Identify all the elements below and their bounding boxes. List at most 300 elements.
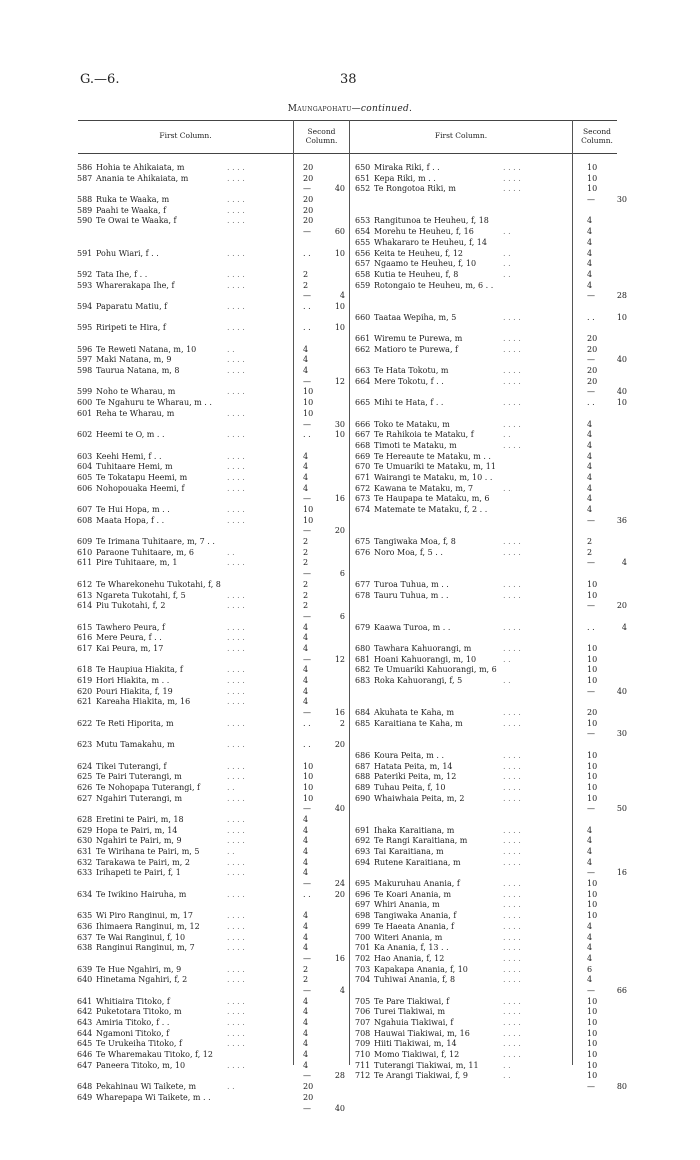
entry-name: Makuruhau Anania, f [374,879,460,889]
entry-number: 670 [355,462,371,472]
entry-name: Te Rahikoia te Mataku, f [374,430,474,440]
table-row [355,313,631,324]
leader-dots: . . . . [227,665,245,675]
subtotal-value: 30 [616,195,627,205]
leader-dots: . . . . [503,344,521,354]
second-column-value: 4 [587,857,593,867]
table-row [355,890,631,901]
table-row [355,1007,631,1018]
leader-dots: . . . . [503,879,521,889]
entry-name: Te Wirihana te Pairi, m, 5 [96,847,200,856]
leader-dots: . . . . [227,355,245,365]
entry-name: Reha te Wharau, m [96,408,175,418]
entry-number: 642 [77,1007,93,1017]
leader-dots: . . . . [227,248,245,258]
leader-dots: . . . . [503,173,521,183]
entry-name: Heemi te O, m . . [96,430,165,440]
entry-number: 656 [355,248,371,258]
table-row [77,216,349,227]
leader-dots: . . . . [503,590,521,600]
table-row [355,238,631,249]
leader-dots: . . . . [227,676,245,685]
leader-dots: . . . . [227,366,245,376]
table-row [77,933,349,944]
table-row [77,762,349,773]
entry-name: Akuhata te Kaha, m [374,708,455,718]
entry-number: 595 [77,323,93,333]
entry-name: Pire Tuhitaare, m, 1 [96,558,178,568]
table-row [355,847,631,858]
subtotal-value: 30 [334,419,345,429]
second-column-value: 20 [303,173,314,183]
left-second-column-heading [294,127,349,145]
second-column-value: . . [303,301,311,311]
entry-number: 687 [355,761,371,771]
second-column-value: 10 [303,515,314,525]
entry-number: 695 [355,879,371,889]
entry-number: 710 [355,1050,371,1060]
entry-number: 609 [77,537,93,547]
entry-name: Te Wharemakau Titoko, f, 12 [96,1050,213,1060]
leader-dots: . . . . [503,932,521,942]
second-column-value: 6 [587,964,593,974]
table-row [355,227,631,238]
entry-name: Te Haupiua Hiakita, f [96,665,183,675]
second-column-value: — [303,654,311,664]
entry-number: 618 [77,665,93,675]
leader-dots: . . . . [503,579,521,589]
entry-name: Koura Peita, m . . [374,750,445,760]
table-row [355,858,631,869]
second-column-value: 10 [587,879,598,889]
leader-dots: . . [227,782,235,792]
entry-name: Turei Tiakiwai, m [374,1007,446,1017]
leader-dots: . . . . [227,633,245,643]
entry-name: Te Haupapa te Mataku, m, 6 [374,494,490,504]
entry-name: Te Irimana Tuhitaare, m, 7 . . [96,537,215,547]
second-column-value: 10 [303,782,314,792]
second-column-value: 10 [587,911,598,921]
entry-number: 604 [77,462,93,472]
entry-name: Ngahiri te Pairi, m, 9 [96,836,182,846]
second-column-value: 2 [303,601,309,611]
entry-number: 589 [77,205,93,215]
section-title [0,104,700,114]
second-column-value: 4 [303,996,309,1006]
subtotal-row [355,687,631,698]
table-row [77,1039,349,1050]
leader-dots: . . . . [227,1060,245,1070]
table-row [355,826,631,837]
second-column-value: . . [303,248,311,258]
second-column-value: 10 [587,782,598,792]
spacer-row [355,409,631,420]
entry-number: 652 [355,184,371,194]
subtotal-value: 20 [334,889,345,899]
entry-name: Amiria Titoko, f . . [96,1018,170,1027]
entry-name: Te Owai te Waaka, f [96,216,177,226]
subtotal-value: 16 [334,953,345,963]
second-column-value: 10 [587,761,598,771]
table-row [77,1050,349,1061]
leader-dots: . . . . [227,590,245,600]
entry-name: Rangitunoa te Heuheu, f, 18 [374,216,489,226]
second-column-value: 10 [587,676,598,685]
second-column-value: 4 [587,216,593,226]
leader-dots: . . . . [503,708,521,718]
subtotal-value: 4 [621,558,627,568]
leader-dots: . . [503,430,511,440]
leader-dots: . . . . [227,505,245,514]
table-row [77,270,349,281]
second-column-value: 10 [587,750,598,760]
entry-name: Ihaka Karaitiana, m [374,825,455,835]
second-column-value: — [587,601,595,611]
leader-dots: . . . . [503,718,521,728]
subtotal-row [355,387,631,398]
second-column-value: . . [587,622,595,632]
entry-number: 688 [355,772,371,782]
subtotal-value: 28 [616,291,627,301]
leader-dots: . . . . [503,334,521,343]
subtotal-value: 50 [616,804,627,814]
entry-name: Taurua Natana, m, 8 [96,366,180,376]
spacer-row [355,612,631,623]
entry-name: Ihimaera Ranginui, m, 12 [96,921,200,931]
entry-number: 624 [77,761,93,771]
leader-dots: . . . . [227,216,245,226]
entry-number: 675 [355,537,371,547]
second-column-value: 4 [587,953,593,963]
entry-name: Wairangi te Mataku, m, 10 . . [374,472,493,482]
entry-name: Piu Tukotahi, f, 2 [96,601,166,611]
page-number: 38 [340,72,357,87]
entry-name: Paraone Tuhitaare, m, 6 [96,547,194,557]
table-row [77,890,349,901]
subtotal-row [355,868,631,879]
second-column-value: 20 [303,216,314,226]
entry-number: 673 [355,494,371,504]
second-column-value: — [303,708,311,718]
subtotal-value: 6 [339,569,345,579]
table-row [355,174,631,185]
table-row [77,644,349,655]
second-column-value: . . [303,323,311,333]
second-column-value: 4 [303,483,309,493]
entry-name: Wharerakapa Ihe, f [96,280,175,290]
spacer-row [355,633,631,644]
subtotal-value: 16 [334,708,345,718]
table-row [355,452,631,463]
second-column-value: 2 [303,280,309,290]
entry-name: Riripeti te Hira, f [96,323,166,333]
entry-name: Kaawa Turoa, m . . [374,622,451,632]
table-row [355,281,631,292]
table-row [77,601,349,612]
entry-number: 703 [355,964,371,974]
second-column-value: — [587,1082,595,1092]
second-column-value: — [303,985,311,995]
spacer-row [355,697,631,708]
subtotal-row [355,516,631,527]
second-column-value: 4 [303,451,309,461]
table-row [77,462,349,473]
entry-number: 641 [77,996,93,1006]
leader-dots: . . . . [227,1007,245,1017]
entry-name: Te Umuariki Kahuorangi, m, 6 [374,665,497,675]
spacer-row [77,313,349,324]
subtotal-row [77,184,349,195]
second-column-value: . . [303,889,311,899]
leader-dots: . . . . [227,686,245,696]
right-entry-column [355,163,631,1093]
entry-number: 679 [355,622,371,632]
leader-dots: . . . . [503,622,521,632]
second-column-value: — [587,387,595,397]
subtotal-value: 4 [621,622,627,632]
entry-number: 640 [77,975,93,985]
table-row [77,484,349,495]
leader-dots: . . . . [503,847,521,856]
subtotal-value: 36 [616,515,627,525]
leader-dots: . . . . [503,772,521,782]
entry-name: Te Umuariki te Mataku, m, 11 [374,462,496,472]
table-row [355,580,631,591]
entry-number: 691 [355,825,371,835]
leader-dots: . . . . [503,1039,521,1049]
second-column-value: 4 [303,921,309,931]
subtotal-value: 28 [334,1071,345,1081]
leader-dots: . . . . [227,323,245,333]
subtotal-row [77,879,349,890]
second-column-value: 4 [303,868,309,878]
table-row [77,323,349,334]
table-row [77,943,349,954]
entry-name: Hinetama Ngahiri, f, 2 [96,975,188,985]
entry-name: Eretini te Pairi, m, 18 [96,814,184,824]
second-column-value: 4 [303,665,309,675]
second-column-value: 10 [303,793,314,803]
leader-dots: . . . . [227,430,245,440]
second-column-value: — [303,1071,311,1081]
entry-name: Pouri Hiakita, f, 19 [96,686,173,696]
leader-dots: . . . . [227,408,245,418]
subtotal-value: 80 [616,1082,627,1092]
leader-dots: . . . . [227,793,245,803]
table-row [77,858,349,869]
entry-number: 672 [355,483,371,493]
table-row [77,794,349,805]
table-row [355,655,631,666]
second-column-value: 10 [587,718,598,728]
subtotal-value: 4 [339,291,345,301]
table-row [77,366,349,377]
entry-name: Hauwai Tiakiwai, m, 16 [374,1028,470,1038]
table-row [77,836,349,847]
second-column-value: 20 [587,376,598,386]
entry-name: Hatata Peita, m, 14 [374,761,453,771]
subtotal-value: 20 [334,740,345,750]
second-column-value: 20 [587,708,598,718]
second-column-value: 4 [587,462,593,472]
second-column-value: — [303,291,311,301]
second-column-value: 4 [587,430,593,440]
entry-number: 702 [355,953,371,963]
second-column-value: 2 [303,558,309,568]
table-row [355,1039,631,1050]
entry-number: 639 [77,964,93,974]
table-row [355,270,631,281]
second-column-value: 4 [303,911,309,921]
entry-name: Whiri Anania, m [374,900,440,910]
table-row [355,441,631,452]
table-row [355,484,631,495]
subtotal-row [355,355,631,366]
subtotal-row [77,494,349,505]
entry-name: Puketotara Titoko, m [96,1007,182,1017]
spacer-row [77,900,349,911]
leader-dots: . . . . [503,376,521,386]
entry-number: 614 [77,601,93,611]
subtotal-row [77,708,349,719]
second-column-value: 2 [587,547,593,557]
entry-number: 705 [355,996,371,1006]
table-row [77,868,349,879]
table-row [77,355,349,366]
left-second-column-heading-line2: Column. [305,136,338,145]
entry-number: 635 [77,911,93,921]
second-column-value: — [303,419,311,429]
entry-name: Noho te Wharau, m [96,387,176,397]
leader-dots: . . . . [227,280,245,290]
entry-name: Ngahuia Tiakiwai, f [374,1018,454,1027]
entry-number: 689 [355,782,371,792]
second-column-value: — [587,355,595,365]
second-column-value: 4 [587,494,593,504]
table-row [77,398,349,409]
entry-number: 697 [355,900,371,910]
entry-name: Nohopouaka Heemi, f [96,483,185,493]
leader-dots: . . . . [503,975,521,985]
entry-number: 623 [77,740,93,750]
second-column-value: 4 [303,857,309,867]
second-column-value: 4 [587,932,593,942]
entry-name: Momo Tiakiwai, f, 12 [374,1050,460,1060]
table-row [355,719,631,730]
leader-dots: . . . . [227,836,245,846]
entry-number: 586 [77,163,93,172]
subtotal-value: 10 [334,323,345,333]
second-column-value: — [587,985,595,995]
table-row [77,922,349,933]
entry-number: 645 [77,1039,93,1049]
leader-dots: . . . . [227,601,245,611]
entry-number: 669 [355,451,371,461]
entry-number: 591 [77,248,93,258]
entry-name: Ngahiri Tuterangi, m [96,793,183,803]
entry-number: 615 [77,622,93,632]
second-column-value: 10 [587,1018,598,1027]
table-row [355,623,631,634]
second-column-value: 4 [303,1028,309,1038]
entry-number: 659 [355,280,371,290]
subtotal-value: 40 [616,387,627,397]
table-row [77,452,349,463]
entry-name: Paahi te Waaka, f [96,205,167,215]
table-row [355,377,631,388]
entry-name: Tangiwaka Moa, f, 8 [374,537,456,547]
entry-name: Maki Natana, m, 9 [96,355,172,365]
table-row [355,548,631,559]
entry-name: Tuterangi Tiakiwai, m, 11 [374,1060,479,1070]
second-column-value: 4 [303,697,309,707]
entry-name: Mihi te Hata, f . . [374,398,444,408]
table-row [355,644,631,655]
entry-name: Keita te Heuheu, f, 12 [374,248,464,258]
second-column-value: 10 [587,900,598,910]
entry-number: 612 [77,579,93,589]
leader-dots: . . . . [503,398,521,408]
left-first-column-heading: First Column. [159,131,212,140]
second-column-value: 10 [303,761,314,771]
leader-dots: . . . . [503,537,521,547]
entry-name: Te Pairi Tuterangi, m [96,772,182,782]
entry-name: Wiremu te Purewa, m [374,334,463,343]
second-column-value: 10 [587,173,598,183]
entry-name: Whakararo te Heuheu, f, 14 [374,237,487,247]
table-row [355,836,631,847]
leader-dots: . . . . [227,205,245,215]
entry-number: 709 [355,1039,371,1049]
entry-number: 617 [77,643,93,653]
entry-name: Kapakapa Anania, f, 10 [374,964,468,974]
table-row [355,1071,631,1082]
spacer-row [77,259,349,270]
leader-dots: . . . . [227,975,245,985]
leader-dots: . . . . [227,622,245,632]
second-column-value: 10 [587,1039,598,1049]
leader-dots: . . . . [227,943,245,953]
second-column-value: 10 [587,1060,598,1070]
entry-number: 650 [355,163,371,172]
entry-name: Te Arangi Tiakiwai, f, 9 [374,1071,468,1081]
subtotal-value: 10 [616,312,627,322]
table-row [77,505,349,516]
second-column-value: 4 [303,686,309,696]
table-row [355,794,631,805]
entry-number: 636 [77,921,93,931]
entry-number: 678 [355,590,371,600]
entry-name: Te Reweti Natana, m, 10 [96,344,197,354]
subtotal-value: 4 [339,985,345,995]
subtotal-row [355,986,631,997]
second-column-value: 4 [587,227,593,237]
table-row [77,965,349,976]
table-row [77,697,349,708]
entry-number: 608 [77,515,93,525]
second-column-value: 2 [303,964,309,974]
second-column-value: 20 [587,366,598,376]
table-row [77,174,349,185]
entry-name: Pohu Wiari, f . . [96,248,159,258]
entry-number: 707 [355,1018,371,1027]
entry-name: Ruka te Waaka, m [96,195,170,205]
second-column-value: 4 [303,676,309,685]
entry-number: 620 [77,686,93,696]
subtotal-row [77,804,349,815]
entry-number: 637 [77,932,93,942]
second-column-value: 4 [303,633,309,643]
